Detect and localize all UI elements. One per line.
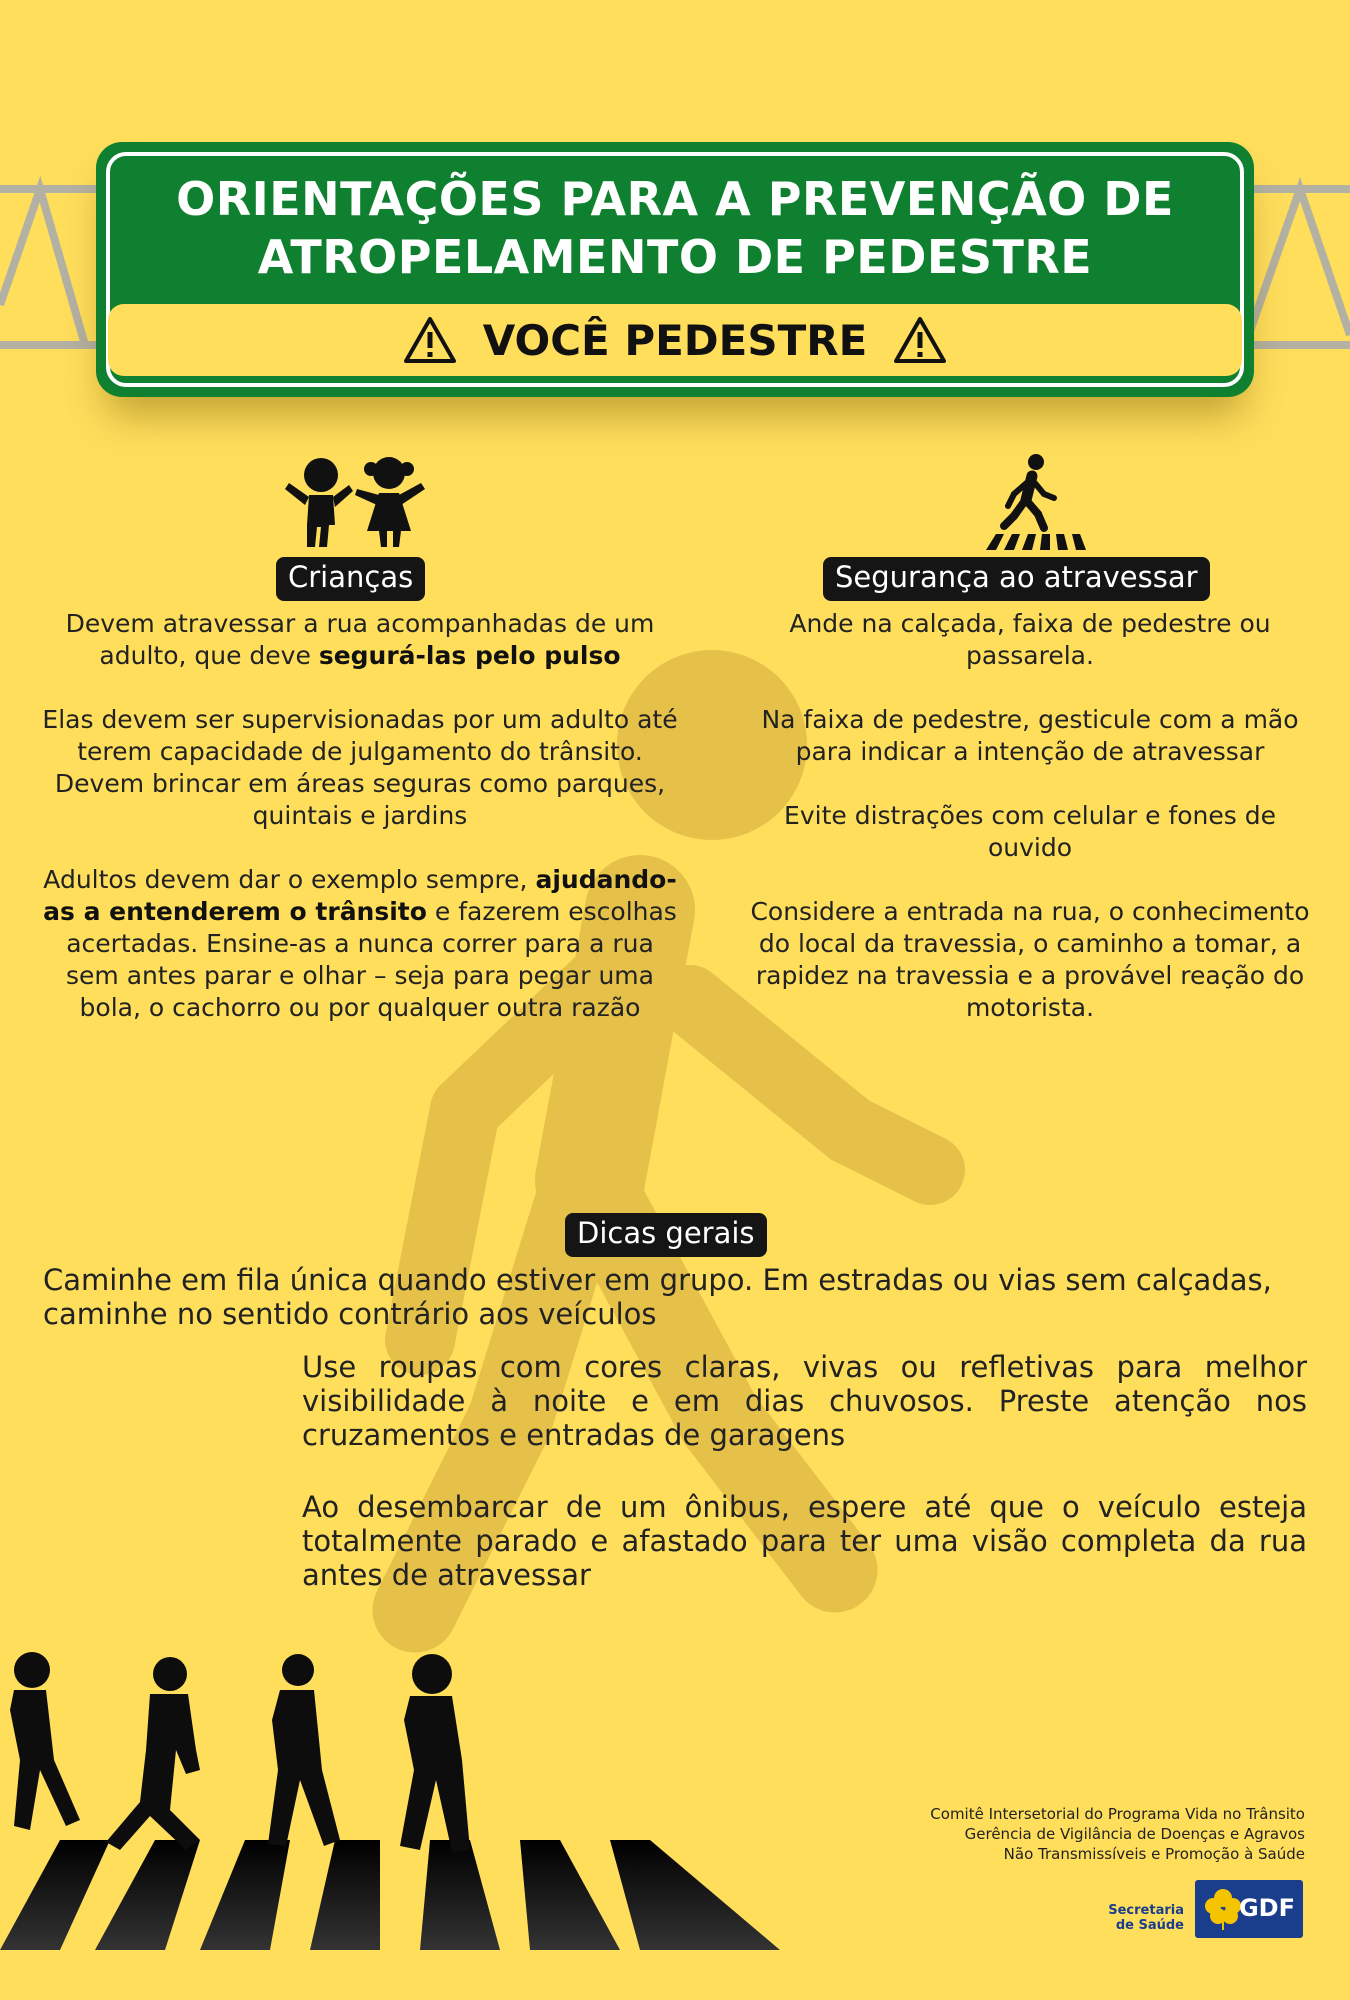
warning-triangle-icon xyxy=(893,316,947,364)
footer-line: Não Transmissíveis e Promoção à Saúde xyxy=(1003,1845,1305,1863)
crosswalk-silhouettes-illustration xyxy=(0,1650,780,1950)
road-sign-header xyxy=(96,142,1254,397)
secretaria-saude-logo: Secretaria de Saúde xyxy=(1108,1903,1184,1933)
tips-paragraph-2: Use roupas com cores claras, vivas ou refletivas para melhor visibilidade à noite e em dias chuvosos. Preste atenção nos cruzamentos e entradas de garagens xyxy=(302,1350,1307,1452)
sign-subtitle-panel xyxy=(108,304,1242,376)
children-paragraph-2: Elas devem ser supervisionadas por um adulto até terem capacidade de julgamento do trânsito. Devem brincar em áreas seguras como parques, quintais e jardins xyxy=(42,705,678,830)
section-tag-crossing: Segurança ao atravessar xyxy=(823,557,1210,601)
tips-paragraph-1: Caminhe em fila única quando estiver em grupo. Em estradas ou vias sem calçadas, caminhe no sentido contrário aos veículos xyxy=(43,1263,1272,1331)
emphasis-text: ajudando-as a entenderem o trânsito xyxy=(43,865,677,926)
children-paragraph-3: Adultos devem dar o exemplo sempre, ajudando-as a entenderem o trânsito e fazerem escolhas acertadas. Ensine-as a nunca correr para a rua sem antes parar e olhar – seja para pegar uma bola, o cachorro ou por qualquer outra razão xyxy=(43,865,677,1022)
crossing-paragraph-2: Na faixa de pedestre, gesticule com a mão para indicar a intenção de atravessar xyxy=(761,705,1299,766)
footer-line: Gerência de Vigilância de Doenças e Agravos xyxy=(964,1825,1305,1843)
section-tag-children: Crianças xyxy=(276,557,425,601)
section-tag-tips: Dicas gerais xyxy=(565,1213,767,1257)
gdf-logo-text: GDF xyxy=(1238,1894,1295,1922)
page-title: ORIENTAÇÕES PARA A PREVENÇÃO DE ATROPELAMENTO DE PEDESTRE xyxy=(176,172,1174,284)
sign-subtitle: VOCÊ PEDESTRE xyxy=(482,315,868,365)
tips-paragraph-3: Ao desembarcar de um ônibus, espere até que o veículo esteja totalmente parado e afastado para ter uma visão completa da rua antes de atravessar xyxy=(302,1490,1307,1592)
children-icon xyxy=(283,455,429,551)
emphasis-text: segurá-las pelo pulso xyxy=(318,641,621,670)
crossing-paragraph-1: Ande na calçada, faixa de pedestre ou passarela. xyxy=(789,609,1271,670)
warning-triangle-icon xyxy=(403,316,457,364)
crossing-paragraph-4: Considere a entrada na rua, o conhecimento do local da travessia, o caminho a tomar, a rapidez na travessia e a provável reação do motorista. xyxy=(750,897,1310,1022)
crossing-paragraph-3: Evite distrações com celular e fones de ouvido xyxy=(784,801,1276,862)
footer-line: Comitê Intersetorial do Programa Vida no Trânsito xyxy=(930,1805,1305,1823)
children-paragraph-1: Devem atravessar a rua acompanhadas de um adulto, que deve segurá-las pelo pulso xyxy=(65,609,655,670)
pedestrian-crossing-icon xyxy=(980,452,1090,552)
children-section xyxy=(40,608,680,1056)
footer-credits xyxy=(705,1804,1305,1864)
crossing-section xyxy=(740,608,1320,1056)
gdf-logo xyxy=(1195,1880,1303,1938)
